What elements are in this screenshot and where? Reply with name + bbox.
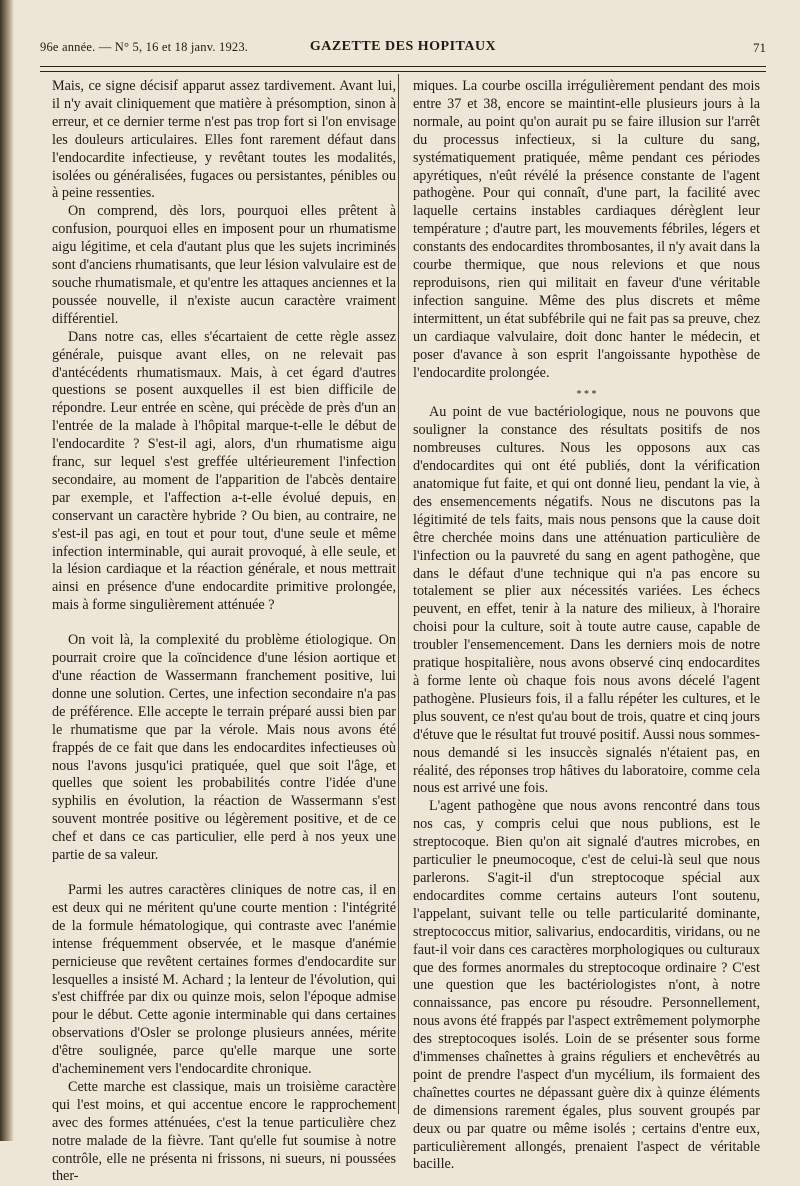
right-paragraph-2: Au point de vue bactériologique, nous ne pouvons que souligner la constance des résultats positifs de nos nombreuses cultures. Nous les opposons aux cas d'endocardites qui ont été publiés, dont la vérification anatomique fut faite, et qui ont donné lieu, pendant la vie, à des ensemencements négatifs. Nous ne discutons pas la légitimité de tels faits, mais nous pensons que la cause doit être cherchée moins dans une atténuation particulière de l'infection ou la pauvreté du sang en agent pathogène, que dans le défaut d'une technique qui n'a pas encore su totalement se plier aux nécessités variées. Les échecs peuvent, en effet, tenir à la nature des milieux, à l'horaire choisi pour la culture, soit à toute autre cause, capable de troubler l'ensemencement. Dans les derniers mois de notre pratique hospitalière, nous avons observé cinq endocardites à forme lente où chaque fois nous avons décelé l'agent pathogène. Plusieurs fois, il a fallu répéter les cultures, et le plus souvent, ce n'est qu'au bout de trois, quatre et cinq jours d'étuve que le résultat fut trouvé positif. Aussi nous sommes-nous demandé si les insuccès signalés n'étaient pas, en réalité, des réponses trop hâtives du laboratoire, comme cela nous est arrivé une fois.: [413, 404, 760, 797]
page-number: 71: [753, 40, 766, 55]
left-column: [52, 78, 396, 1186]
left-paragraph-3: Dans notre cas, elles s'écartaient de cette règle assez générale, puisque avant elles, on ne relevait pas d'antécédents rhumatismaux. Mais, à cet égard d'autres questions se posent auxquelles il est bien difficile de répondre. Leur entrée en scène, qui précède de près d'un an l'entrée de la malade à l'hôpital marque-t-elle le début de l'endocardite ? S'est-il agi, alors, d'un rhumatisme aigu franc, sur lequel s'est greffée ultérieurement l'infection secondaire, au moment de l'apparition de l'abcès dentaire par exemple, et l'affection a-t-elle évolué depuis, en conservant un caractère hybride ? Ou bien, au contraire, ne s'est-il pas agi, en tout et pour tout, d'une seule et même infection interminable, qui aurait provoqué, à elle seule, et la lésion cardiaque et la réaction générale, et nous mettrait ainsi en présence d'une endocardite primitive prolongée, mais à forme singulièrement atténuée ?: [52, 328, 396, 614]
page-edge-shadow: [0, 0, 14, 1141]
left-paragraph-6: Cette marche est classique, mais un troisième caractère qui l'est moins, et qui accentue encore le rapprochement avec des formes atténuées, c'est la tenue particulière chez notre malade de la fièvre. Tant qu'elle fut soumise à notre contrôle, elle ne présenta ni frissons, ni sueurs, ni poussées ther-: [52, 1078, 396, 1185]
right-paragraph-1: miques. La courbe oscilla irrégulièrement pendant des mois entre 37 et 38, encore se maintint-elle plusieurs jours à la normale, au point qu'on aurait pu se faire illusion sur l'arrêt du processus infectieux, si la culture du sang, systématiquement pratiquée, même pendant ces périodes apyrétiques, n'eût révélé la présence constante de l'agent pathogène. Pour qui connaît, d'une part, la facilité avec laquelle certains instables cardiaques dérèglent leur température ; d'autre part, les mouvements fébriles, légers et constants des endocardites thrombosantes, il n'y avait dans la courbe thermique, que nous relevions et que nous reproduisons, rien qui militait en faveur d'une véritable infection sanguine. Même des plus discrets et même intermittent, un état subfébrile qui ne fait pas sa preuve, chez un cardiaque valvulaire, doit donc hanter le médecin, et poser d'avance à son esprit l'angoissante hypothèse de l'endocardite prolongée.: [413, 78, 760, 381]
left-paragraph-2: On comprend, dès lors, pourquoi elles prêtent à confusion, pourquoi elles en imposent pour un rhumatisme aigu légitime, et cela d'autant plus que les sujets incriminés sont d'anciens rhumatisants, que leur lésion valvulaire est de souche rhumatismale, et qu'entre les attaques anciennes et la poussée nouvelle, il n'existe aucun caractère vraiment différentiel.: [52, 203, 396, 327]
right-column: [413, 78, 760, 1174]
header-rule-thin: [40, 71, 766, 72]
column-divider: [398, 74, 399, 1114]
section-stars: * * *: [576, 389, 597, 401]
journal-title: GAZETTE DES HOPITAUX: [309, 39, 497, 54]
issue-line: 96e année. — N° 5, 16 et 18 janv. 1923.: [40, 40, 249, 54]
right-paragraph-3: L'agent pathogène que nous avons rencontré dans tous nos cas, y compris celui que nous publions, est le streptocoque. Bien qu'on ait signalé d'autres microbes, en particulier le pneumocoque, c'est de celui-là seul que nous parlerons. S'agit-il d'un streptocoque spécial aux endocardites comme certains auteurs l'ont soutenu, l'appelant, suivant telle ou telle particularité dominante, streptococcus mitior, salivarius, endocarditis, viridans, ou ne faut-il voir dans ces caractères morphologiques ou culturaux que des formes anormales du streptocoque ordinaire ? C'est une question que les bactériologistes n'ont, à notre connaissance, pas encore pu résoudre. Personnellement, nous avons été frappés par l'aspect extrêmement polymorphe des streptocoques isolés. Loin de se présenter sous forme d'immenses chaînettes à grains réguliers et enchevêtrés au point de prendre l'aspect d'un mycélium, ils formaient des chaînettes courtes ne dépassant guère dix à quinze éléments de dimensions rarement égales, plus souvent groupés par deux ou par quatre ou même isolés ; certains d'entre eux, particulièrement allongés, prenaient l'aspect de véritable bacille.: [413, 798, 760, 1173]
left-paragraph-1: Mais, ce signe décisif apparut assez tardivement. Avant lui, il n'y avait cliniquement que matière à présomption, sinon à erreur, et ce dernier terme n'est pas trop fort si l'on envisage les douleurs articulaires. Elles font rarement défaut dans l'endocardite infectieuse, y revêtant toutes les modalités, isolées ou généralisées, fugaces ou persistantes, pénibles ou à peine ressenties.: [52, 78, 396, 202]
left-paragraph-5: Parmi les autres caractères cliniques de notre cas, il en est deux qui ne méritent qu'une courte mention : l'intégrité de la formule hématologique, qui contraste avec l'anémie intense fréquemment observée, et le masque d'anémie pernicieuse que revêtent certaines formes d'endocardite sur lesquelles a insisté M. Achard ; la lenteur de l'évolution, qui s'est chiffrée par dix ou quinze mois, selon l'époque admise pour le début. Cette agonie interminable qui dans certaines observations d'Osler se prolonge plusieurs années, mérite d'être soulignée, parce qu'elle marque une sorte d'acheminement vers l'endocardite chronique.: [52, 881, 396, 1078]
page-header: [40, 36, 766, 60]
left-paragraph-4: On voit là, la complexité du problème étiologique. On pourrait croire que la coïncidence d'une lésion aortique et d'une réaction de Wassermann franchement positive, lui donne une solution. Certes, une infection secondaire n'a pas de préférence. Elle accepte le terrain préparé aussi bien par le rhumatisme que par la vérole. Mais nous avons été frappés de ce fait que dans les endocardites infectieuses où nous l'avons jusqu'ici pratiquée, quel que soit l'âge, et quelles que soient les probabilités contre l'idée d'une syphilis en évolution, la réaction de Wassermann s'est souvent montrée positive ou légèrement positive, et de ce chef et dans ce cas particulier, elle perd à nos yeux une partie de sa valeur.: [52, 632, 396, 864]
header-rule-thick: [40, 66, 766, 67]
